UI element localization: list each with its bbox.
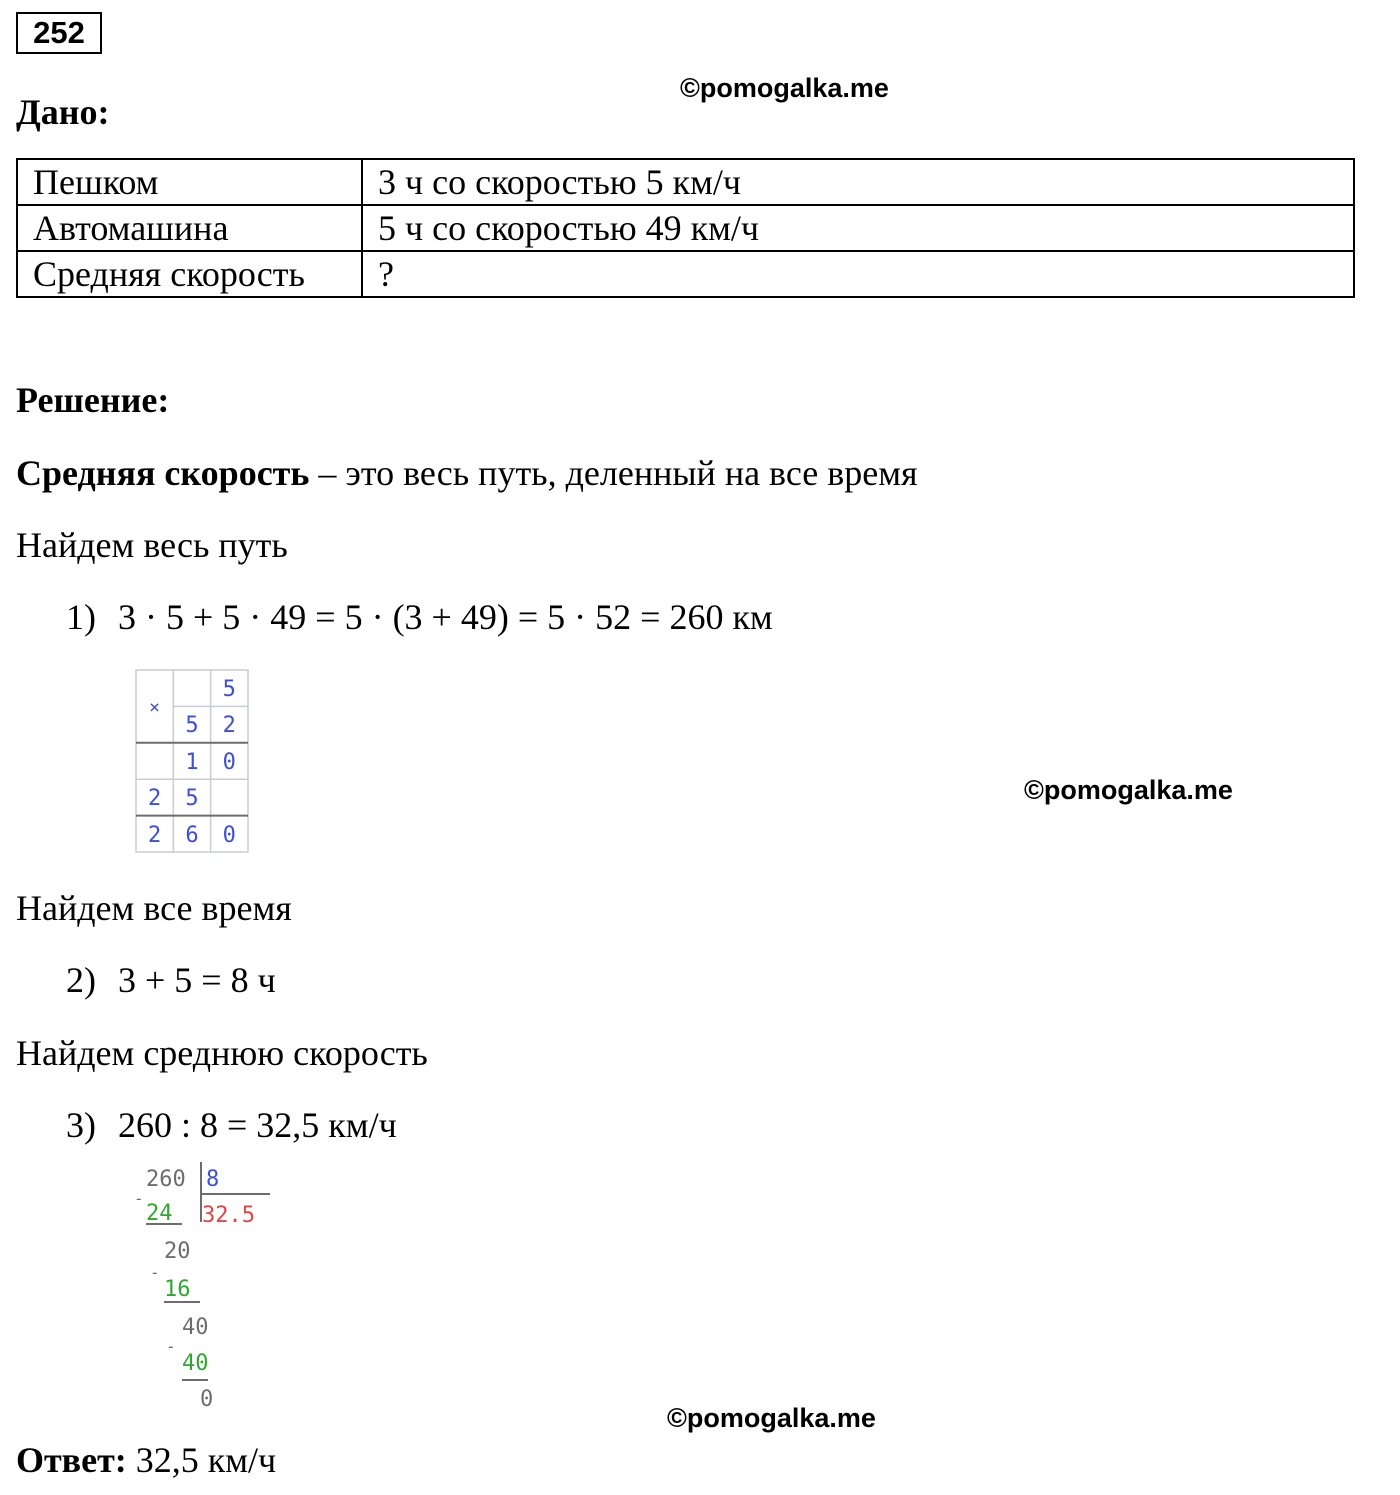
table-row [17,159,1354,205]
given-label: Автомашина [17,205,362,251]
subtrahend: 40 [182,1351,209,1376]
section-title-speed: Найдем среднюю скорость [16,1033,428,1073]
minus-sign: - [134,1189,144,1208]
subtrahend: 24 [146,1201,173,1226]
given-table [16,158,1355,298]
subtrahend: 16 [164,1277,191,1302]
section-title-time: Найдем все время [16,888,292,928]
solution-heading: Решение: [16,380,170,420]
digit: 2 [147,786,162,811]
digit: 5 [185,786,199,811]
table-row [17,205,1354,251]
digit: 1 [185,750,199,775]
division-work [128,1158,278,1414]
step-expression: 3 + 5 = 8 ч [118,960,276,1000]
given-value: ? [362,251,1354,297]
quotient: 32.5 [202,1203,255,1228]
digit: 0 [222,823,236,848]
digit: 2 [147,823,162,848]
step-expression: 260 : 8 = 32,5 км/ч [118,1105,397,1145]
remainder: 40 [182,1315,209,1340]
minus-sign: - [166,1337,176,1356]
final-remainder: 0 [200,1387,214,1412]
definition-text: – это весь путь, деленный на все время [309,453,918,493]
definition-term: Средняя скорость [16,453,310,493]
answer-value: 32,5 км/ч [126,1440,277,1480]
answer-label: Ответ: [16,1440,127,1480]
digit: 5 [222,677,236,702]
watermark-middle: ©pomogalka.me [1024,775,1233,805]
given-value: 3 ч со скоростью 5 км/ч [362,159,1354,205]
section-title-distance: Найдем весь путь [16,525,288,565]
step-expression: 3 · 5 + 5 · 49 = 5 · (3 + 49) = 5 · 52 = 260 км [118,597,773,637]
step-number: 1) [66,597,96,637]
answer [16,1440,276,1480]
multiplication-work [134,668,252,856]
dividend: 260 [146,1167,186,1192]
digit: 6 [185,823,199,848]
table-row [17,251,1354,297]
given-label: Пешком [17,159,362,205]
step-number: 3) [66,1105,96,1145]
given-value: 5 ч со скоростью 49 км/ч [362,205,1354,251]
multiplication-sign: × [149,697,161,718]
watermark-bottom: ©pomogalka.me [667,1403,876,1433]
remainder: 20 [164,1239,191,1264]
step-number: 2) [66,960,96,1000]
definition [16,453,918,493]
given-heading: Дано: [16,92,110,132]
task-number: 252 [16,12,102,54]
divisor: 8 [206,1167,220,1192]
minus-sign: - [150,1263,160,1282]
digit: 5 [185,713,199,738]
digit: 2 [222,713,236,738]
watermark-top: ©pomogalka.me [680,73,889,103]
digit: 0 [222,750,236,775]
given-label: Средняя скорость [17,251,362,297]
